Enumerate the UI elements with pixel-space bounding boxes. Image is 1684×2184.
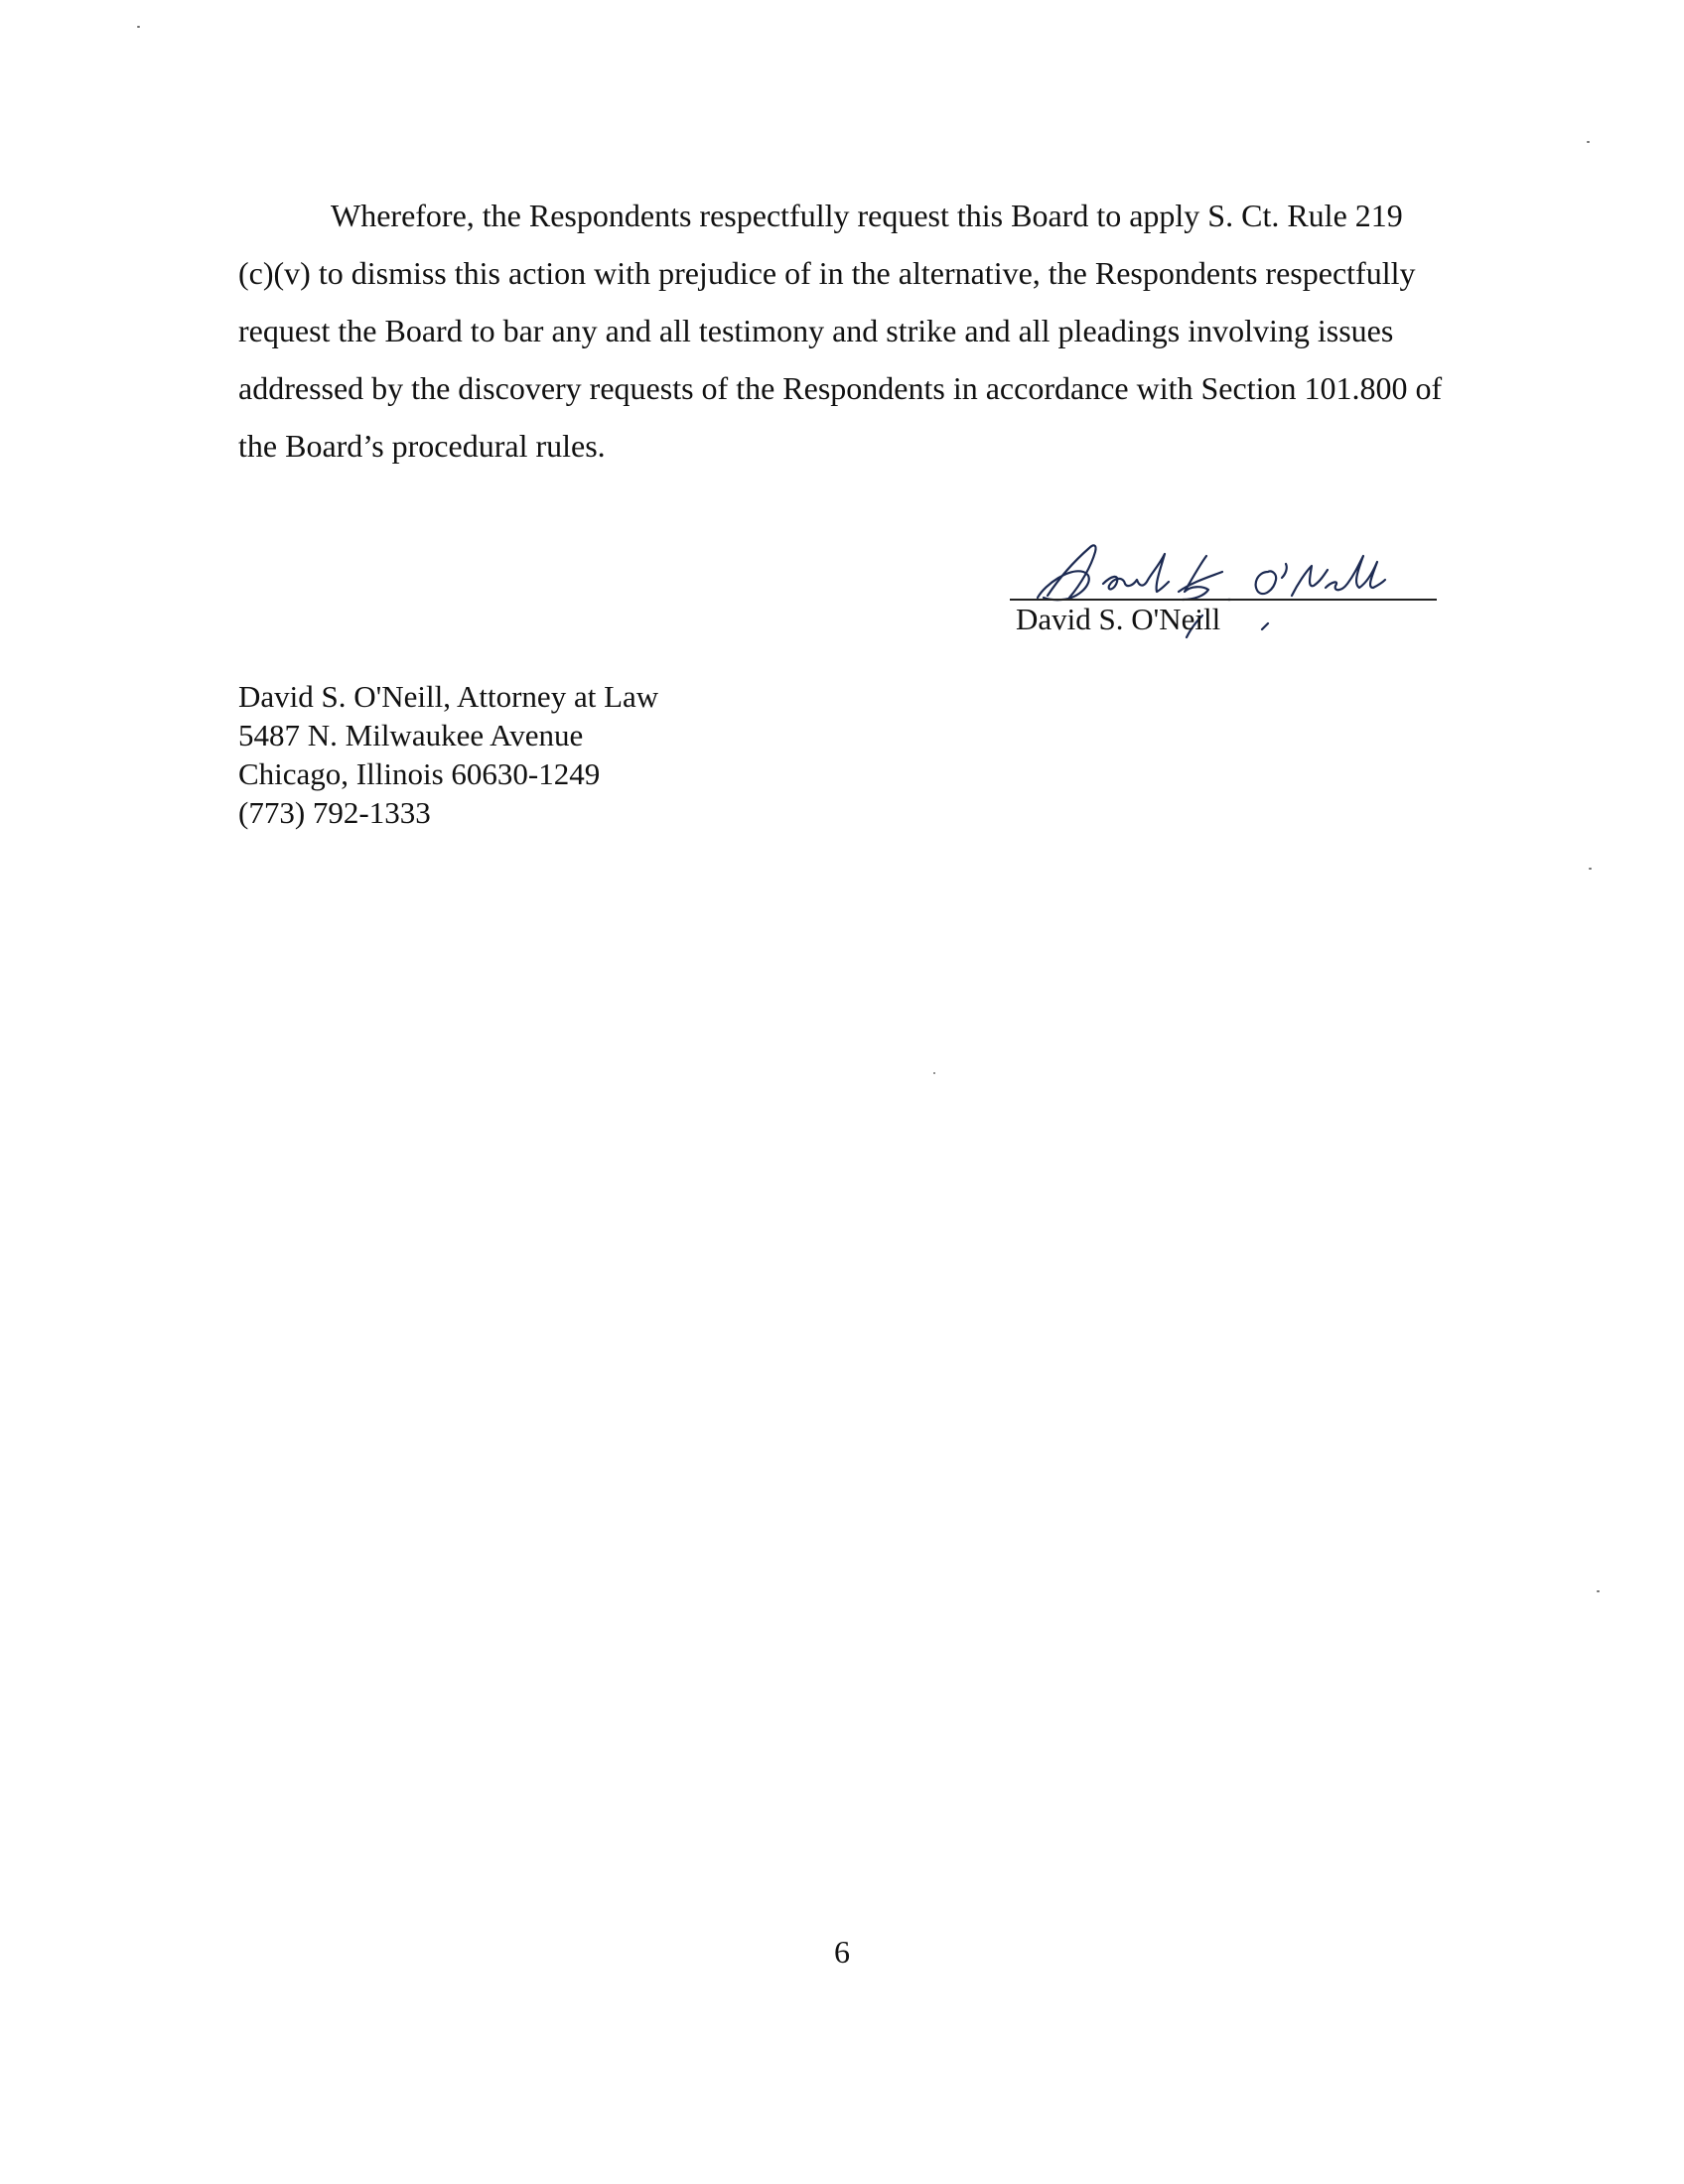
phone-number-line: (773) 792-1333: [238, 795, 431, 830]
city-state-zip-line: Chicago, Illinois 60630-1249: [238, 756, 601, 791]
body-paragraph: [238, 187, 1479, 475]
paragraph-line: Wherefore, the Respondents respectfully request this Board to apply S. Ct. Rule 219: [331, 198, 1403, 233]
page-number: 6: [834, 1934, 850, 1970]
attorney-name-line: David S. O'Neill, Attorney at Law: [238, 679, 659, 714]
paragraph-line: addressed by the discovery requests of the Respondents in accordance with Section 101.800 of: [238, 370, 1443, 406]
scan-speck: [933, 1072, 935, 1074]
signature-block: [1008, 526, 1445, 645]
scan-speck: [1597, 1590, 1600, 1592]
scan-speck: [1589, 868, 1592, 870]
signature-line: [1010, 599, 1437, 601]
paragraph-line: request the Board to bar any and all testimony and strike and all pleadings involving issues: [238, 313, 1394, 348]
scan-speck: [1587, 141, 1590, 143]
street-address-line: 5487 N. Milwaukee Avenue: [238, 718, 584, 752]
paragraph-line: the Board’s procedural rules.: [238, 428, 606, 464]
signer-printed-name: David S. O'Neill: [1016, 602, 1221, 636]
scan-speck: [137, 26, 140, 28]
attorney-address-block: [238, 677, 658, 832]
paragraph-line: (c)(v) to dismiss this action with prejudice of in the alternative, the Respondents respectfully: [238, 255, 1416, 291]
